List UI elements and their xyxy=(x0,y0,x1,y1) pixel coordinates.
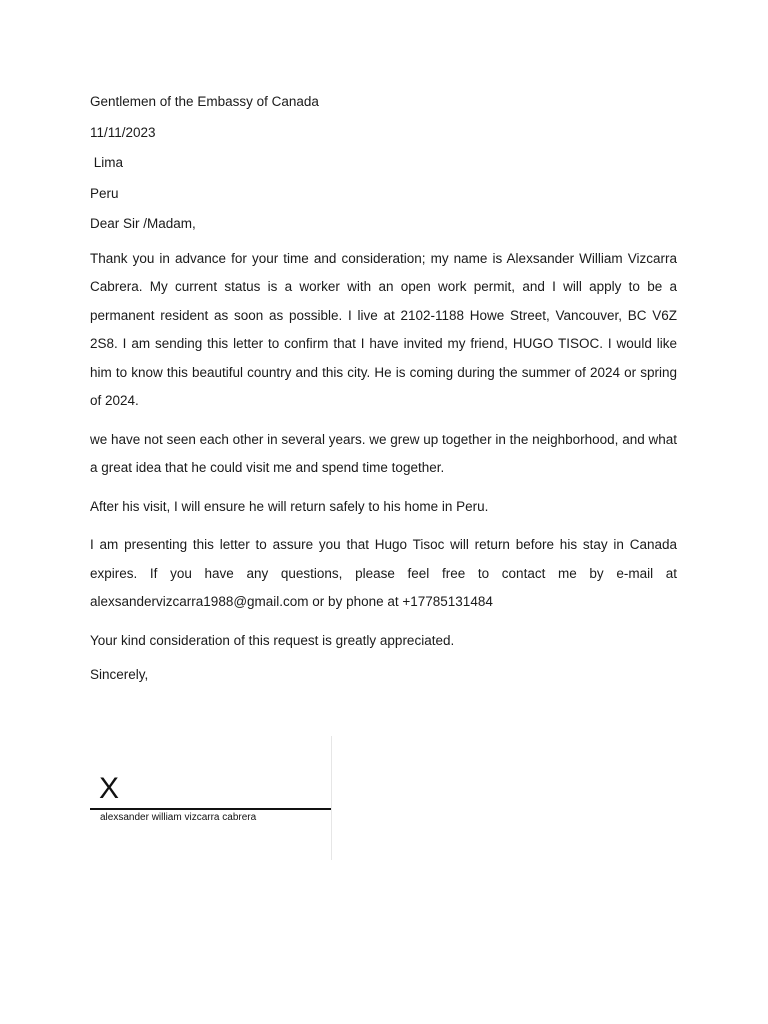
paragraph-friendship: we have not seen each other in several years. we grew up together in the neighborhood, and what a great idea that he could visit me and spend time together. xyxy=(90,431,677,475)
recipient-line: Gentlemen of the Embassy of Canada xyxy=(90,94,319,109)
letter-body xyxy=(90,92,677,685)
paragraph-contact: I am presenting this letter to assure you that Hugo Tisoc will return before his stay in Canada expires. If you have any questions, please feel free to contact me by e-mail at alexsandervizcarra1988@gmail.com or by phone at +17785131484 xyxy=(90,537,677,609)
signature-line xyxy=(90,808,331,810)
signer-name: alexsander william vizcarra cabrera xyxy=(100,812,257,823)
letter-country: Peru xyxy=(90,185,119,201)
paragraph-appreciation: Your kind consideration of this request is greatly appreciated. xyxy=(90,632,455,648)
closing: Sincerely, xyxy=(90,667,149,682)
signature-block xyxy=(90,736,332,860)
letter-city: Lima xyxy=(90,155,124,170)
paragraph-introduction: Thank you in advance for your time and consideration; my name is Alexsander William Vizcarra Cabrera. My current status is a worker with an open work permit, and I will apply to be a permanent resident as soon as possible. I live at 2102-1188 Howe Street, Vancouver, BC V6Z 2S8. I am sending this letter to confirm that I have invited my friend, HUGO TISOC. I would like him to know this beautiful country and this city. He is coming during the summer of 2024 or spring of 2024. xyxy=(90,250,677,408)
signature-mark: X xyxy=(99,772,120,805)
salutation: Dear Sir /Madam, xyxy=(90,216,196,231)
paragraph-return-assurance: After his visit, I will ensure he will return safely to his home in Peru. xyxy=(90,498,489,514)
letter-date: 11/11/2023 xyxy=(90,124,156,140)
